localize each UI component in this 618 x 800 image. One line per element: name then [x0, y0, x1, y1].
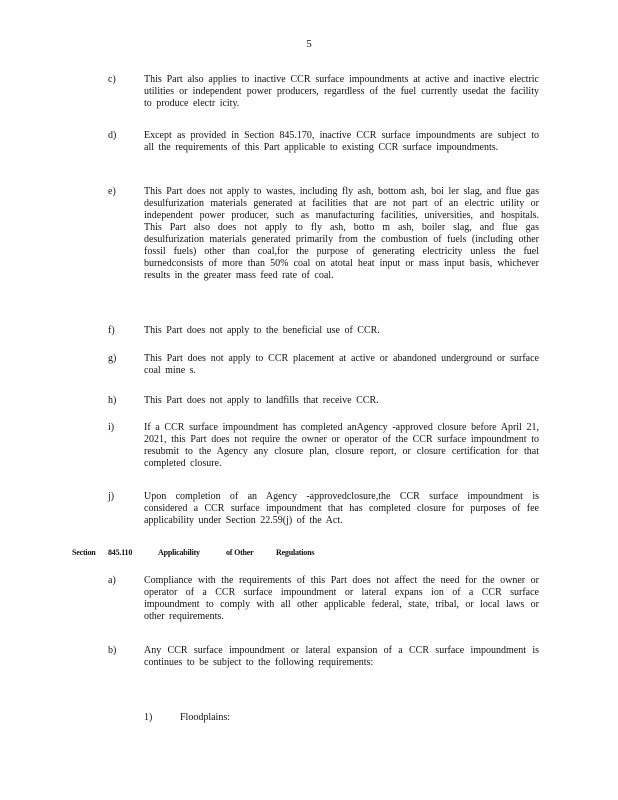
- item-text: This Part does not apply to the beneficial use of CCR.: [144, 325, 380, 336]
- item-label: a): [108, 575, 116, 586]
- item-label: j): [108, 491, 115, 502]
- item-label: c): [108, 74, 116, 85]
- item-text: This Part also applies to inactive CCR surface impoundments at active and inactive electric utilities or independent power producers, regardless of the fuel currently usedat the facility to produce electr icity.: [144, 74, 539, 109]
- page-number: 5: [306, 38, 312, 50]
- item-text: If a CCR surface impoundment has completed anAgency -approved closure before April 21, 2021, this Part does not require the owner or operator of the CCR surface impoundment to resubmit to the Agency any closure plan, closure report, or closure certification for that completed closure.: [144, 422, 539, 469]
- section-number: 845.110: [108, 548, 133, 557]
- item-text: This Part does not apply to CCR placement at active or abandoned underground or surface coal mine s.: [144, 353, 539, 376]
- section-word: Section: [72, 548, 96, 557]
- section-title-part-2: of Other: [226, 548, 254, 557]
- item-text: Except as provided in Section 845.170, inactive CCR surface impoundments are subject to all the requirements of this Part applicable to existing CCR surface impoundments.: [144, 130, 539, 153]
- item-label: b): [108, 645, 117, 656]
- item-label: i): [108, 422, 115, 433]
- sub-item-text: Floodplains:: [180, 712, 231, 723]
- item-label: g): [108, 353, 117, 364]
- item-text: This Part does not apply to wastes, including fly ash, bottom ash, boi ler slag, and flue gas desulfurization materials generated at facilities that are not part of an electric utility or independent power producer, such as manufacturing facilities, universities, and hospitals. This Part also does not apply to fly ash, botto m ash, boiler slag, and flue gas desulfurization materials generated primarily from the combustion of fuels (including other fossil fuels) other than coal,for the purpose of generating electricity unless the fuel burnedconsists of more than 50% coal on atotal heat input or mass input basis, whichever results in the greater mass feed rate of coal.: [144, 186, 539, 281]
- item-label: h): [108, 395, 117, 406]
- item-label: f): [108, 325, 115, 336]
- item-text: This Part does not apply to landfills that receive CCR.: [144, 395, 379, 406]
- item-label: d): [108, 130, 117, 141]
- item-label: e): [108, 186, 116, 197]
- section-title-part-3: Regulations: [276, 548, 315, 557]
- section-title-part-1: Applicability: [158, 548, 200, 557]
- sub-item-label: 1): [144, 712, 153, 723]
- item-text: Upon completion of an Agency -approvedclosure,the CCR surface impoundment is considered a CCR surface impoundment that has completed closure for purposes of fee applicability under Section 22.59(j) of the Act.: [144, 491, 539, 526]
- item-text: Any CCR surface impoundment or lateral expansion of a CCR surface impoundment is continues to be subject to the following requirements:: [144, 645, 539, 668]
- item-text: Compliance with the requirements of this Part does not affect the need for the owner or operator of a CCR surface impoundment or lateral expans ion of a CCR surface impoundment to comply with all other applicable federal, state, tribal, or local laws or other requirements.: [144, 575, 539, 622]
